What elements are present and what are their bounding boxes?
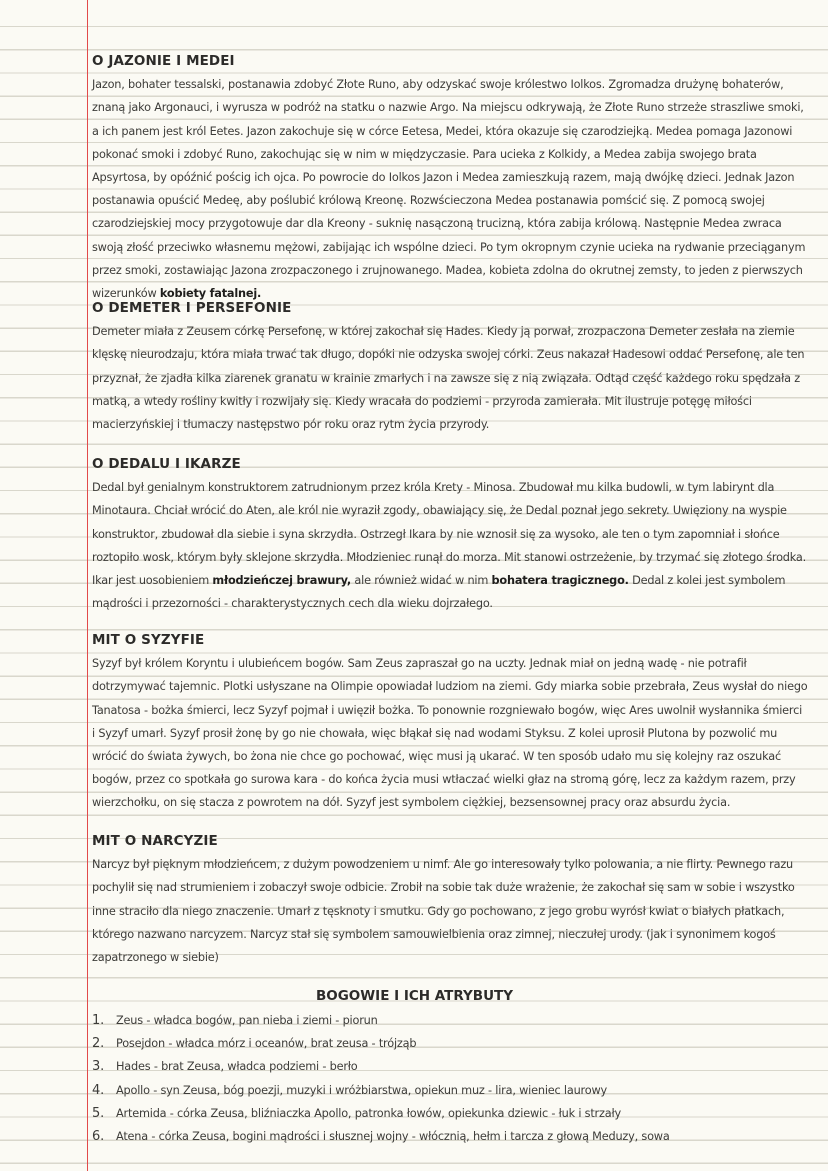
list-text: Atena - córka Zeusa, bogini mądrości i słusznej wojny - włócznią, hełm i tarcza z głową Meduzy, sowa <box>116 1129 670 1143</box>
section-title: MIT O SYZYFIE <box>92 632 205 648</box>
section-demeter-persefona <box>92 297 808 436</box>
list-text: Artemida - córka Zeusa, bliźniaczka Apollo, patronka łowów, opiekunka dziewic - łuk i strzały <box>116 1106 621 1120</box>
list-text: Zeus - władca bogów, pan nieba i ziemi - piorun <box>116 1014 378 1027</box>
list-item <box>92 1079 808 1102</box>
list-number: 5. <box>92 1105 105 1121</box>
bold-term: młodzieńczej brawury, <box>212 574 352 588</box>
section-text-part: ale również widać w nim <box>351 574 492 588</box>
list-item <box>92 1125 808 1148</box>
list-item <box>92 1055 808 1078</box>
list-number: 3. <box>92 1059 105 1075</box>
margin-line <box>87 0 88 1171</box>
list-number: 6. <box>92 1128 105 1144</box>
section-text-part: Dedal z kolei jest symbolem mądrości i przezorności - charakterystycznych cech dla wieku dojrzałego. <box>92 574 786 611</box>
section-syzyf <box>92 629 808 815</box>
bold-term: bohatera tragicznego. <box>491 574 629 588</box>
list-number: 1. <box>92 1013 105 1028</box>
list-number: 4. <box>92 1082 105 1098</box>
section-text: Narcyz był pięknym młodzieńcem, z dużym powodzeniem u nimf. Ale go interesowały tylko polowania, a nie flirty. Pewnego razu pochylił się nad strumieniem i zobaczył swoje odbicie. Zrobił na sobie tak duże wrażenie, że zakochał się sam w sobie i wszystko inne straciło dla niego znaczenie. Umarł z tęsknoty i smutku. Gdy go pochowano, z jego grobu wyrósł kwiat o białych płatkach, którego nazwano narcyzem. Narcyz stał się symbolem samouwielbienia oraz zimnej, nieczułej urody. (jak i synonimem kogoś zapatrzonego w siebie) <box>92 858 795 965</box>
section-dedal-ikar <box>92 453 808 615</box>
section-text: Syzyf był królem Koryntu i ulubieńcem bogów. Sam Zeus zapraszał go na uczty. Jednak miał on jedną wadę - nie potrafił dotrzymywać tajemnic. Plotki usłyszane na Olimpie opowiadał ludziom na ziemi. Gdy miarka sobie przebrała, Zeus wysłał do niego Tanatosa - bożka śmierci, lecz Syzyf pojmał i uwięził bożka. To ponownie rozgniewało bogów, więc Ares uwolnił wysłannika śmierci i Syzyf umarł. Syzyf prosił żonę by go nie chowała, więc błąkał się nad wodami Styksu. Z kolei uprosił Plutona by pozwolić mu wrócić do świata żywych, bo żona nie chce go pochować, więc musi ją ukarać. W ten sposób udało mu się kolejny raz oszukać bogów, przez co spotkała go surowa kara - do końca życia musi wtłaczać wielki głaz na stromą górę, lecz za każdym razem, przy wierzchołku, on się stacza z powrotem na dół. Syzyf jest symbolem ciężkiej, bezsensownej pracy oraz absurdu życia. <box>92 657 808 810</box>
section-title: O DEDALU I IKARZE <box>92 456 241 472</box>
list-text: Posejdon - władca mórz i oceanów, brat zeusa - trójząb <box>116 1037 417 1051</box>
section-text <box>92 476 808 615</box>
section-title: MIT O NARCYZIE <box>92 833 218 849</box>
section-narcyz <box>92 830 808 969</box>
section-title: O DEMETER I PERSEFONIE <box>92 300 292 316</box>
section-title: O JAZONIE I MEDEI <box>92 53 235 69</box>
gods-list <box>92 1009 808 1148</box>
list-text: Hades - brat Zeusa, władca podziemi - berło <box>116 1060 358 1074</box>
section-text <box>92 73 808 305</box>
bold-term: kobiety fatalnej. <box>159 287 262 301</box>
gods-title: BOGOWIE I ICH ATRYBUTY <box>315 988 514 1004</box>
list-text: Apollo - syn Zeusa, bóg poezji, muzyki i wróżbiarstwa, opiekun muz - lira, wieniec laurowy <box>116 1083 607 1097</box>
section-text: Demeter miała z Zeusem córkę Persefonę, w której zakochał się Hades. Kiedy ją porwał, zrozpaczona Demeter zesłała na ziemie klęskę nieurodzaju, która miała trwać tak długo, dopóki nie odzyska swojej córki. Zeus nakazał Hadesowi oddać Persefonę, ale ten przyznał, że zjadła kilka ziarenek granatu w krainie zmarłych i na zawsze się z nią związała. Odtąd część każdego roku spędzała z matką, a wtedy rośliny kwitły i rozwijały się. Kiedy wracała do podziemi - przyroda zamierała. Mit ilustruje potęgę miłości macierzyńskiej i tłumaczy następstwo pór roku oraz rytm życia przyrody. <box>92 325 805 432</box>
list-item <box>92 1102 808 1125</box>
section-text-part: Jazon, bohater tessalski, postanawia zdobyć Złote Runo, aby odzyskać swoje królestwo Iolkos. Zgromadza drużynę bohaterów, znaną jako Argonauci, i wyrusza w podróż na statku o nazwie Argo. Na miejscu odkrywają, że Złote Runo strzeże straszliwe smoki, a ich panem jest król Eetes. Jazon zakochuje się w córce Eetesa, Medei, która okazuje się czarodziejką. Medea pomaga Jazonowi pokonać smoki i zdobyć Runo, zakochując się w nim w międzyczasie. Para ucieka z Kolkidy, a Medea zabija swojego brata Apsyrtosa, by opóźnić pościg ich ojca. Po powrocie do Iolkos Jazon i Medea zamieszkują razem, mają dwójkę dzieci. Jednak Jazon postanawia opuścić Medeę, aby poślubić królową Kreonę. Rozwścieczona Medea postanawia pomścić się. Z pomocą swojej czarodziejskiej mocy przygotowuje dar dla Kreony - suknię nasączoną trucizną, która zabija królową. Następnie Medea zwraca swoją złość przeciwko własnemu mężowi, zabijając ich wspólne dzieci. Po tym okropnym czynie ucieka na rydwanie przeciąganym przez smoki, zostawiając Jazona zrozpaczonego i zrujnowanego. Madea, kobieta zdolna do okrutnej zemsty, to jeden z pierwszych wizerunków <box>92 78 806 301</box>
list-number: 2. <box>92 1036 105 1052</box>
list-item <box>92 1009 808 1032</box>
list-item <box>92 1032 808 1055</box>
section-jazon-medea <box>92 50 808 305</box>
section-text-part: Dedal był genialnym konstruktorem zatrudnionym przez króla Krety - Minosa. Zbudował mu kilka budowli, w tym labirynt dla Minotaura. Chciał wrócić do Aten, ale król nie wyraził zgody, obawiający się, że Dedal poznał jego sekrety. Uwięziony na wyspie konstruktor, zbudował dla siebie i syna skrzydła. Ostrzegł Ikara by nie wznosił się za wysoko, ale ten o tym zapomniał i słońce roztopiło wosk, którym były sklejone skrzydła. Młodzieniec runął do morza. Mit stanowi ostrzeżenie, by trzymać się złotego środka. Ikar jest uosobieniem <box>92 481 807 588</box>
